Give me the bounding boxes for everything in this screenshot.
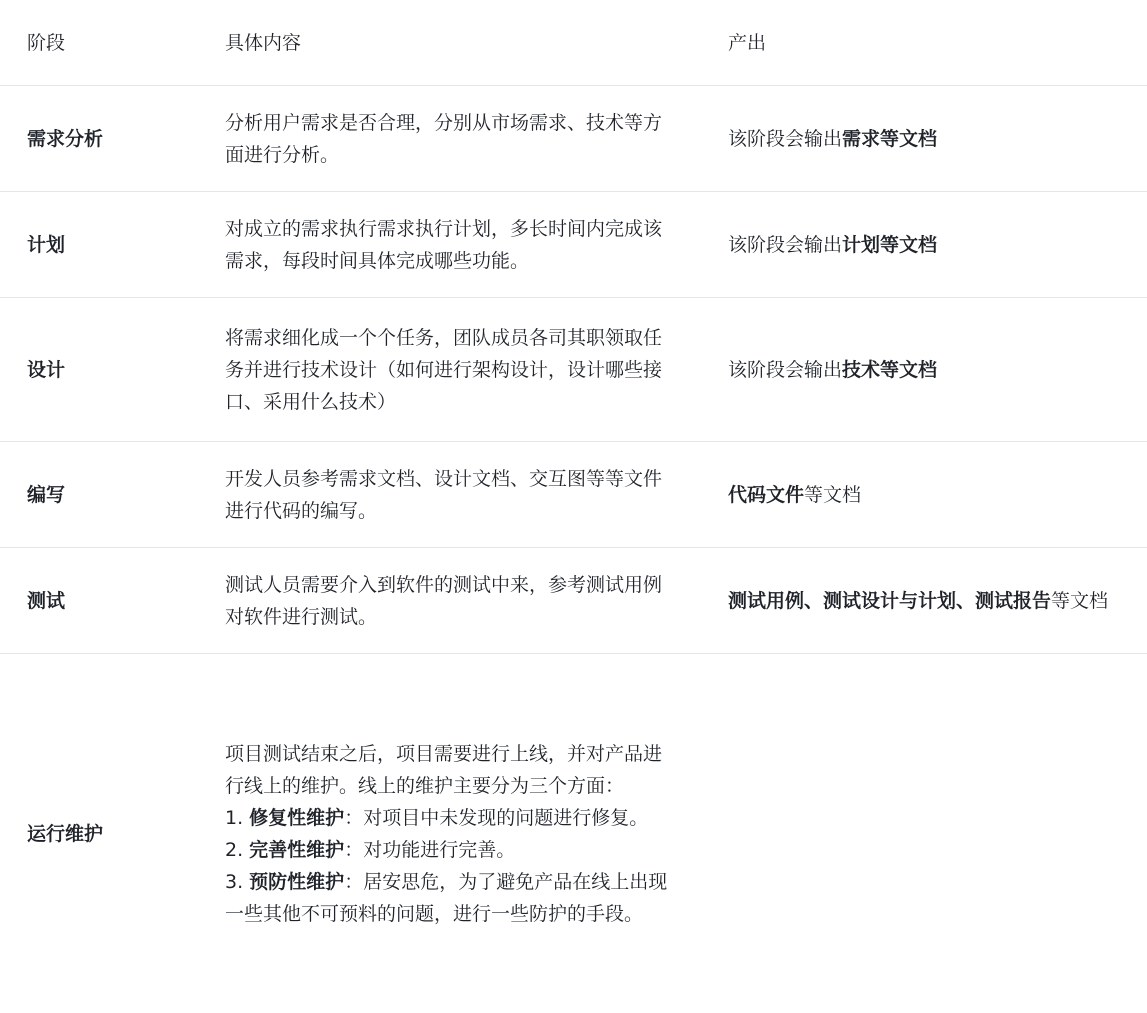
output-cell: [700, 86, 1147, 192]
table-row: [0, 298, 1147, 442]
item-number: 1.: [225, 806, 250, 829]
output-text: 等文档: [1051, 589, 1109, 612]
content-cell: 测试人员需要介入到软件的测试中来，参考测试用例对软件进行测试。: [198, 548, 700, 654]
maintenance-item: [225, 802, 676, 834]
content-cell: 开发人员参考需求文档、设计文档、交互图等等文件进行代码的编写。: [198, 442, 700, 548]
output-bold: 测试用例、测试设计与计划、测试报告: [728, 589, 1052, 612]
output-bold: 技术等文档: [842, 358, 938, 381]
table-row: [0, 192, 1147, 298]
maintenance-item: [225, 834, 676, 866]
stage-cell: 测试: [0, 548, 198, 654]
output-bold: 计划等文档: [842, 233, 938, 256]
table-row: [0, 654, 1147, 1013]
table-row: [0, 548, 1147, 654]
content-cell: 对成立的需求执行需求执行计划，多长时间内完成该需求，每段时间具体完成哪些功能。: [198, 192, 700, 298]
item-number: 2.: [225, 838, 250, 861]
output-bold: 需求等文档: [842, 127, 938, 150]
output-bold: 代码文件: [728, 483, 805, 506]
output-cell: [700, 442, 1147, 548]
content-cell: [198, 654, 700, 1013]
table-row: [0, 86, 1147, 192]
output-text: 该阶段会输出: [728, 233, 843, 256]
maintenance-item: [225, 866, 676, 930]
item-title: 修复性维护: [249, 806, 345, 829]
stage-cell: 需求分析: [0, 86, 198, 192]
item-text: ：对项目中未发现的问题进行修复。: [344, 806, 649, 829]
content-cell: 分析用户需求是否合理，分别从市场需求、技术等方面进行分析。: [198, 86, 700, 192]
header-content: 具体内容: [225, 31, 302, 54]
stage-cell: 编写: [0, 442, 198, 548]
output-cell: [700, 654, 1147, 1013]
item-title: 预防性维护: [249, 870, 345, 893]
output-cell: [700, 192, 1147, 298]
output-cell: [700, 548, 1147, 654]
maintenance-intro: 项目测试结束之后，项目需要进行上线，并对产品进行线上的维护。线上的维护主要分为三个方面：: [225, 742, 663, 797]
table-header-row: [0, 0, 1147, 86]
stage-cell: 设计: [0, 298, 198, 442]
item-text: ：对功能进行完善。: [344, 838, 516, 861]
content-cell: 将需求细化成一个个任务，团队成员各司其职领取任务并进行技术设计（如何进行架构设计，设计哪些接口、采用什么技术）: [198, 298, 700, 442]
output-text: 等文档: [804, 483, 862, 506]
item-title: 完善性维护: [249, 838, 345, 861]
table-row: [0, 442, 1147, 548]
output-cell: [700, 298, 1147, 442]
header-output: 产出: [728, 31, 767, 54]
output-text: 该阶段会输出: [728, 358, 843, 381]
header-stage: 阶段: [27, 31, 66, 54]
stage-cell: 运行维护: [0, 654, 198, 1013]
output-text: 该阶段会输出: [728, 127, 843, 150]
item-number: 3.: [225, 870, 250, 893]
stage-cell: 计划: [0, 192, 198, 298]
item-text: ：居安思危，为了避免产品在线上出现一些其他不可预料的问题，进行一些防护的手段。: [225, 870, 668, 925]
